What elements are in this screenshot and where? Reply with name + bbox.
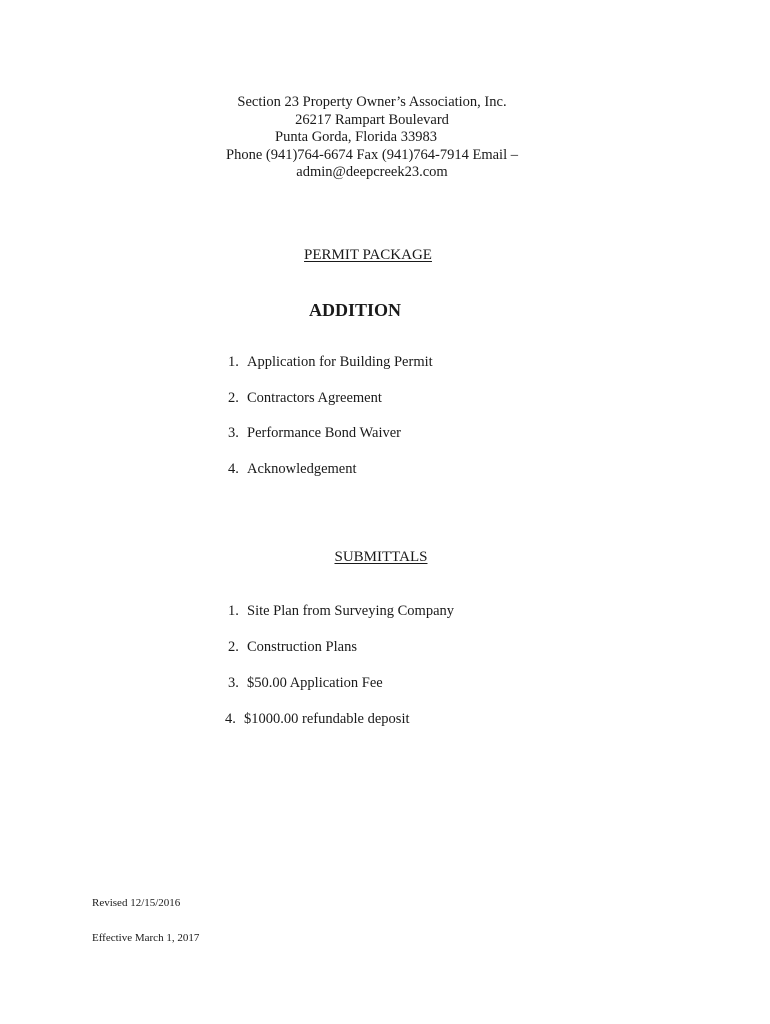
permit-package-heading: PERMIT PACKAGE xyxy=(304,247,432,263)
list-item: 3. Performance Bond Waiver xyxy=(228,425,401,441)
list-item: 1. Application for Building Permit xyxy=(228,354,433,370)
submittals-heading: SUBMITTALS xyxy=(334,549,428,565)
list-item: 4. $1000.00 refundable deposit xyxy=(225,711,410,727)
list-item: 4. Acknowledgement xyxy=(228,461,357,477)
letterhead xyxy=(0,94,744,182)
contact-line: Phone (941)764-6674 Fax (941)764-7914 Email – xyxy=(226,146,518,163)
list-item: 2. Contractors Agreement xyxy=(228,390,382,406)
effective-date: Effective March 1, 2017 xyxy=(92,932,200,944)
email-address: admin@deepcreek23.com xyxy=(296,164,448,180)
organization-name: Section 23 Property Owner’s Association, Inc. xyxy=(237,94,507,110)
list-item: 1. Site Plan from Surveying Company xyxy=(228,603,455,619)
street-address: 26217 Rampart Boulevard xyxy=(295,111,449,128)
list-item: 2. Construction Plans xyxy=(228,639,357,655)
permit-type-heading: ADDITION xyxy=(308,300,401,320)
list-item: 3. $50.00 Application Fee xyxy=(228,675,383,691)
city-state-zip: Punta Gorda, Florida 33983 xyxy=(275,129,437,145)
revised-date: Revised 12/15/2016 xyxy=(92,897,181,909)
